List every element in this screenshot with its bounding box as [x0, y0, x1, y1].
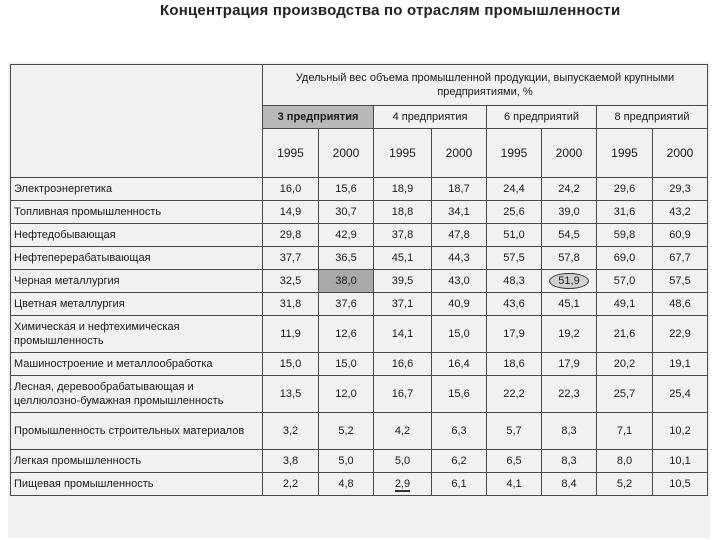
- value-cell: [653, 293, 708, 316]
- value-text: 5,0: [394, 455, 411, 467]
- value-cell: [653, 353, 708, 376]
- value-cell: [374, 316, 432, 353]
- value-text: 59,8: [613, 229, 636, 241]
- value-text: 32,5: [279, 275, 302, 287]
- value-cell: [597, 224, 653, 247]
- year-header: 1995: [374, 129, 432, 178]
- value-cell: [597, 316, 653, 353]
- value-text: 16,4: [448, 358, 470, 370]
- value-text: 5,0: [338, 455, 354, 467]
- table-row: [11, 293, 708, 316]
- value-cell: [487, 270, 542, 293]
- value-text: 2,2: [282, 478, 299, 490]
- value-text: 45,1: [558, 298, 580, 310]
- value-text: 30,7: [335, 206, 357, 218]
- value-cell: [374, 293, 432, 316]
- value-text: 37,8: [391, 229, 414, 241]
- industry-name-cell: Топливная промышленность: [11, 201, 263, 224]
- group-header-4: 4 предприятия: [374, 106, 487, 129]
- value-cell: [432, 353, 487, 376]
- value-text: 5,7: [506, 425, 522, 437]
- value-text: 25,6: [503, 206, 525, 218]
- value-cell: [432, 178, 487, 201]
- value-text: 37,7: [279, 252, 302, 264]
- value-text: 5,2: [616, 478, 633, 490]
- year-header: 1995: [487, 129, 542, 178]
- value-cell: [542, 201, 597, 224]
- value-text: 45,1: [391, 252, 414, 264]
- value-cell: [319, 270, 374, 293]
- value-text: 12,0: [335, 388, 357, 400]
- value-cell: [597, 450, 653, 473]
- value-text: 19,1: [669, 358, 691, 370]
- value-text: 19,2: [558, 328, 580, 340]
- industry-name-cell: Нефтеперерабатывающая: [11, 247, 263, 270]
- table-row: [11, 178, 708, 201]
- value-cell: [263, 201, 319, 224]
- value-cell: [432, 201, 487, 224]
- value-text: 42,9: [335, 229, 357, 241]
- value-text: 54,5: [558, 229, 580, 241]
- value-text: 18,6: [503, 358, 525, 370]
- table-row: [11, 270, 708, 293]
- value-cell: [374, 473, 432, 496]
- value-cell: [263, 376, 319, 413]
- value-cell: [542, 270, 597, 293]
- table-row: [11, 224, 708, 247]
- value-text: 22,3: [558, 388, 580, 400]
- value-text: 40,9: [448, 298, 470, 310]
- value-cell: [432, 247, 487, 270]
- value-cell: [319, 413, 374, 450]
- value-cell: [374, 353, 432, 376]
- value-text: 57,5: [669, 275, 691, 287]
- value-cell: [542, 178, 597, 201]
- value-cell: [597, 178, 653, 201]
- value-text: 18,9: [391, 183, 414, 195]
- value-text: 29,6: [613, 183, 636, 195]
- value-cell: [653, 413, 708, 450]
- value-cell: [653, 473, 708, 496]
- value-cell: [432, 270, 487, 293]
- value-cell: [374, 270, 432, 293]
- table-row: [11, 450, 708, 473]
- value-cell: [487, 450, 542, 473]
- value-text: 60,9: [669, 229, 691, 241]
- value-cell: [542, 353, 597, 376]
- value-cell: [263, 316, 319, 353]
- table-row: [11, 473, 708, 496]
- value-cell: [597, 376, 653, 413]
- value-text: 43,2: [669, 206, 691, 218]
- value-cell: [319, 353, 374, 376]
- value-text: 7,1: [616, 425, 633, 437]
- page-title: Концентрация производства по отраслям промышленности: [160, 2, 621, 19]
- value-cell: [487, 413, 542, 450]
- value-text: 3,8: [282, 455, 299, 467]
- value-text: 51,0: [503, 229, 525, 241]
- value-cell: [653, 201, 708, 224]
- value-cell: [542, 224, 597, 247]
- value-text: 4,8: [338, 478, 354, 490]
- value-cell: [542, 450, 597, 473]
- value-cell: [263, 413, 319, 450]
- value-text: 14,9: [279, 206, 302, 218]
- value-cell: [653, 450, 708, 473]
- value-cell: [432, 450, 487, 473]
- value-text: 57,5: [503, 252, 525, 264]
- industry-name-cell: Лесная, деревообрабатывающая и целлюлозно-бумажная промышленность: [11, 376, 263, 413]
- industry-name-cell: Нефтедобывающая: [11, 224, 263, 247]
- value-text: 21,6: [613, 328, 636, 340]
- value-text: 10,2: [669, 425, 691, 437]
- value-text: 22,9: [669, 328, 691, 340]
- year-header: 2000: [319, 129, 374, 178]
- industry-name-cell: Машиностроение и металлообработка: [11, 353, 263, 376]
- industry-name-cell: Промышленность строительных материалов: [11, 413, 263, 450]
- value-text: 47,8: [448, 229, 470, 241]
- value-text: 34,1: [448, 206, 470, 218]
- value-cell: [597, 473, 653, 496]
- value-cell: [263, 270, 319, 293]
- value-cell: [263, 450, 319, 473]
- value-text: 15,0: [335, 358, 357, 370]
- value-text: 57,0: [613, 275, 636, 287]
- value-text: 6,5: [506, 455, 522, 467]
- industry-name-cell: Легкая промышленность: [11, 450, 263, 473]
- table-row: [11, 316, 708, 353]
- value-text: 6,3: [451, 425, 467, 437]
- value-text: 67,7: [669, 252, 691, 264]
- value-text: 29,8: [279, 229, 302, 241]
- value-cell: [319, 376, 374, 413]
- value-cell: [597, 353, 653, 376]
- value-cell: [542, 247, 597, 270]
- value-text: 6,1: [451, 478, 467, 490]
- value-text: 39,0: [558, 206, 580, 218]
- value-text: 18,8: [391, 206, 414, 218]
- value-text: 4,2: [394, 425, 411, 437]
- value-text: 25,7: [613, 388, 636, 400]
- value-cell: [263, 353, 319, 376]
- value-cell: [487, 293, 542, 316]
- value-text: 15,6: [448, 388, 470, 400]
- value-cell: [263, 247, 319, 270]
- value-text: 16,6: [391, 358, 414, 370]
- value-cell: [432, 316, 487, 353]
- value-cell: [653, 376, 708, 413]
- value-text: 36,5: [335, 252, 357, 264]
- value-cell: [542, 316, 597, 353]
- value-text: 5,2: [338, 425, 354, 437]
- value-text: 48,3: [503, 275, 525, 287]
- value-text: 15,6: [335, 183, 357, 195]
- value-cell: [487, 178, 542, 201]
- value-cell: [653, 224, 708, 247]
- value-text: 15,0: [279, 358, 302, 370]
- value-text: 48,6: [669, 298, 691, 310]
- value-text: 51,9: [549, 273, 588, 289]
- value-text: 17,9: [503, 328, 525, 340]
- value-cell: [597, 270, 653, 293]
- group-header-3: 3 предприятия: [263, 106, 374, 129]
- value-text: 39,5: [391, 275, 414, 287]
- value-cell: [487, 247, 542, 270]
- table-row: [11, 353, 708, 376]
- header-corner-cell: [11, 65, 263, 178]
- value-cell: [597, 413, 653, 450]
- group-header-6: 6 предприятий: [487, 106, 597, 129]
- value-cell: [374, 413, 432, 450]
- value-text: 38,0: [335, 275, 357, 287]
- value-cell: [319, 201, 374, 224]
- value-text: 6,2: [451, 455, 467, 467]
- value-text: 69,0: [613, 252, 636, 264]
- year-header: 2000: [432, 129, 487, 178]
- value-cell: [432, 376, 487, 413]
- table-row: [11, 201, 708, 224]
- value-cell: [487, 316, 542, 353]
- value-cell: [487, 376, 542, 413]
- value-text: 43,6: [503, 298, 525, 310]
- value-cell: [432, 473, 487, 496]
- year-header: 1995: [597, 129, 653, 178]
- value-text: 31,6: [613, 206, 636, 218]
- value-cell: [597, 247, 653, 270]
- value-cell: [487, 201, 542, 224]
- table-row: [11, 413, 708, 450]
- value-text: 12,6: [335, 328, 357, 340]
- value-text: 18,7: [448, 183, 470, 195]
- value-text: 3,2: [282, 425, 299, 437]
- value-text: 11,9: [280, 328, 301, 340]
- value-cell: [653, 316, 708, 353]
- value-text: 20,2: [613, 358, 636, 370]
- value-cell: [319, 450, 374, 473]
- value-cell: [263, 178, 319, 201]
- value-text: 25,4: [669, 388, 691, 400]
- concentration-table: [10, 64, 708, 496]
- value-text: 31,8: [279, 298, 302, 310]
- value-cell: [319, 247, 374, 270]
- value-cell: [374, 376, 432, 413]
- value-cell: [263, 293, 319, 316]
- year-header: 2000: [653, 129, 708, 178]
- value-text: 44,3: [448, 252, 470, 264]
- value-text: 8,3: [561, 425, 577, 437]
- value-text: 49,1: [613, 298, 636, 310]
- value-cell: [374, 201, 432, 224]
- value-text: 57,8: [558, 252, 580, 264]
- value-cell: [319, 293, 374, 316]
- industry-name-cell: Химическая и нефтехимическая промышленность: [11, 316, 263, 353]
- value-text: 2,9: [394, 478, 411, 490]
- value-cell: [319, 178, 374, 201]
- value-cell: [432, 224, 487, 247]
- value-cell: [542, 473, 597, 496]
- value-text: 15,0: [448, 328, 470, 340]
- value-cell: [319, 224, 374, 247]
- value-cell: [319, 473, 374, 496]
- table-row: [11, 376, 708, 413]
- industry-name-cell: Пищевая промышленность: [11, 473, 263, 496]
- value-cell: [487, 353, 542, 376]
- value-cell: [263, 224, 319, 247]
- industry-name-cell: Цветная металлургия: [11, 293, 263, 316]
- value-text: 16,0: [279, 183, 302, 195]
- value-cell: [374, 224, 432, 247]
- group-header-8: 8 предприятий: [597, 106, 708, 129]
- value-cell: [487, 224, 542, 247]
- value-cell: [542, 376, 597, 413]
- value-text: 13,5: [279, 388, 302, 400]
- value-text: 29,3: [669, 183, 691, 195]
- value-cell: [319, 316, 374, 353]
- value-text: 8,4: [561, 478, 577, 490]
- value-text: 8,3: [561, 455, 577, 467]
- value-cell: [542, 413, 597, 450]
- table-row: [11, 247, 708, 270]
- value-text: 37,6: [335, 298, 357, 310]
- value-text: 10,1: [669, 455, 691, 467]
- industry-name-cell: Черная металлургия: [11, 270, 263, 293]
- industry-name-cell: Электроэнергетика: [11, 178, 263, 201]
- year-header: 1995: [263, 129, 319, 178]
- value-cell: [374, 450, 432, 473]
- value-cell: [374, 247, 432, 270]
- value-cell: [653, 270, 708, 293]
- value-text: 8,0: [616, 455, 633, 467]
- value-cell: [597, 293, 653, 316]
- header-span-label: Удельный вес объема промышленной продукции, выпускаемой крупными предприятиями, %: [263, 65, 708, 106]
- value-text: 16,7: [391, 388, 414, 400]
- value-cell: [374, 178, 432, 201]
- value-text: 4,1: [506, 478, 522, 490]
- value-text: 24,2: [558, 183, 580, 195]
- value-cell: [487, 473, 542, 496]
- value-text: 22,2: [503, 388, 525, 400]
- value-text: 24,4: [503, 183, 525, 195]
- value-text: 10,5: [669, 478, 691, 490]
- value-cell: [597, 201, 653, 224]
- value-text: 17,9: [558, 358, 580, 370]
- value-text: 14,1: [391, 328, 414, 340]
- value-cell: [653, 178, 708, 201]
- value-text: 37,1: [391, 298, 414, 310]
- value-text: 43,0: [448, 275, 470, 287]
- value-cell: [432, 413, 487, 450]
- value-cell: [542, 293, 597, 316]
- value-cell: [432, 293, 487, 316]
- value-cell: [263, 473, 319, 496]
- year-header: 2000: [542, 129, 597, 178]
- value-cell: [653, 247, 708, 270]
